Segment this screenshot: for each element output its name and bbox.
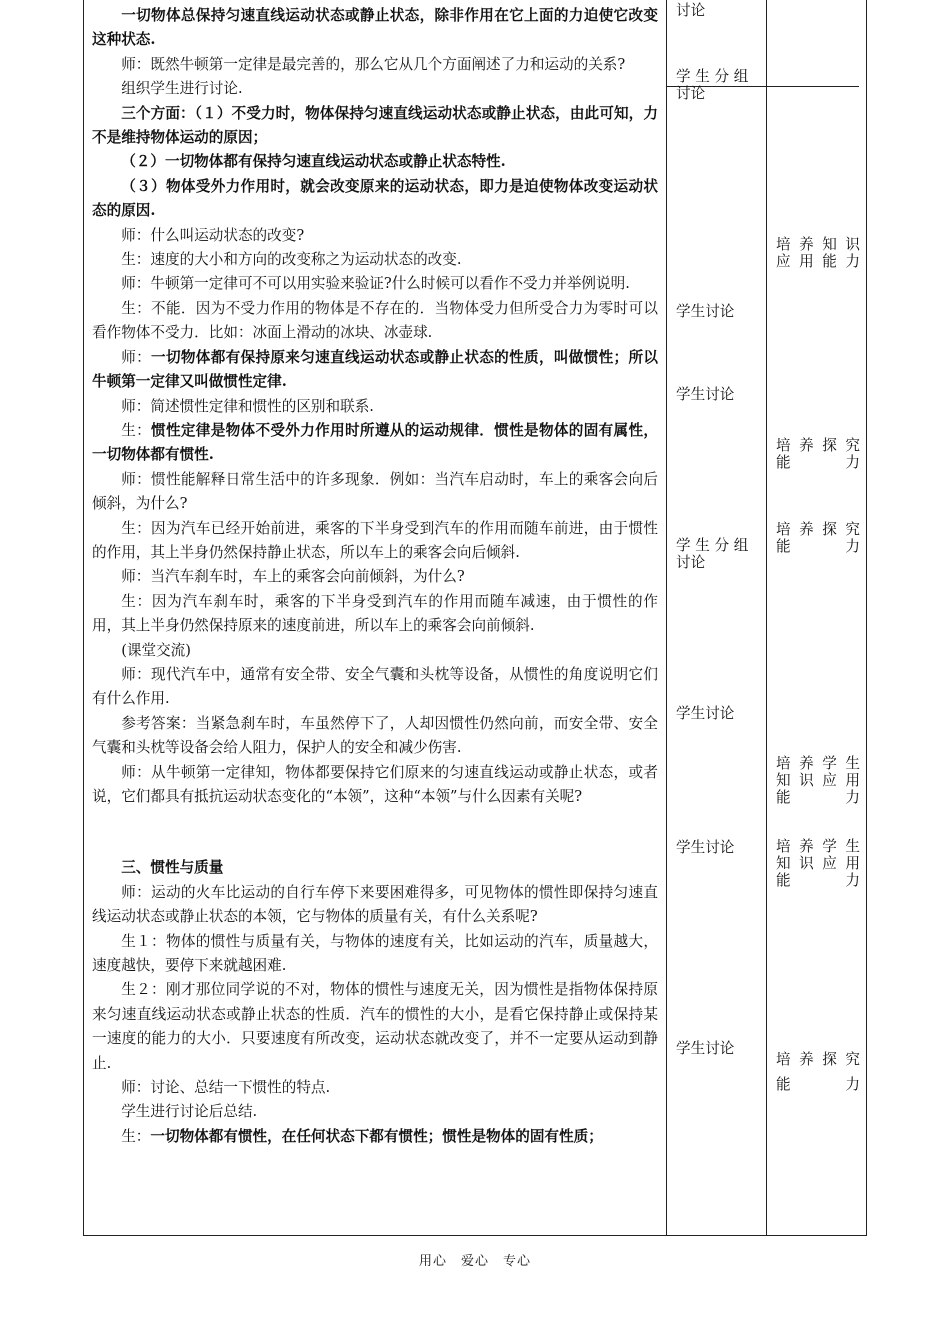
- activity-note: 学 生 分 组 讨论: [676, 68, 749, 102]
- point-three: （３）物体受外力作用时，就会改变原来的运动状态，即力是迫使物体改变运动状态的原因.: [92, 177, 658, 220]
- goal-note: 培养学生 知识应用 能力: [776, 755, 860, 806]
- teacher-question: 师：什么叫运动状态的改变?: [121, 226, 305, 244]
- student-answer: 生２：刚才那位同学说的不对，物体的惯性与速度无关，因为惯性是指物体保持原来匀速直线运动状态或静止状态的性质．汽车的惯性的大小，是看它保持静止或保持某一速度的能力的大小．只要速度有所改变，运动状态就改变了，并不一定要从运动到静止.: [92, 981, 658, 1072]
- teacher-question: 师：当汽车刹车时，车上的乘客会向前倾斜，为什么?: [121, 568, 465, 586]
- teacher-question: 师：惯性能解释日常生活中的许多现象．例如：当汽车启动时，车上的乘客会向后倾斜，为什么?: [92, 470, 658, 513]
- inertia-law-answer: 惯性定律是物体不受外力作用时所遵从的运动规律．惯性是物体的固有属性，一切物体都有惯性.: [92, 421, 658, 464]
- page-footer: 用心 爱心 专心: [418, 1254, 531, 1269]
- activity-note: 讨论: [676, 2, 706, 19]
- inertia-summary: 一切物体都有惯性，在任何状态下都有惯性；惯性是物体的固有性质；: [150, 1127, 603, 1145]
- teacher-question: 师：讨论、总结一下惯性的特点.: [121, 1079, 331, 1097]
- student-answer: [92, 1125, 658, 1149]
- section-note: (课堂交流): [121, 641, 191, 659]
- main-content-column: [92, 4, 658, 1149]
- activity-note: 学 生 分 组 讨论: [676, 537, 749, 571]
- column-divider-2: [766, 0, 767, 1236]
- instruction: 学生进行讨论后总结.: [121, 1103, 258, 1121]
- speaker: 生：: [121, 1127, 151, 1145]
- goal-note: 培养探究 能力: [776, 1051, 860, 1093]
- inertia-definition: 一切物体都有保持原来匀速直线运动状态或静止状态的性质，叫做惯性；所以牛顿第一定律又叫做惯性定律.: [92, 348, 658, 391]
- reference-answer: 参考答案：当紧急刹车时，车虽然停下了，人却因惯性仍然向前，而安全带、安全气囊和头枕等设备会给人阻力，保护人的安全和减少伤害.: [92, 714, 658, 757]
- instruction: 组织学生进行讨论.: [121, 80, 243, 98]
- teacher-question: 师：现代汽车中，通常有安全带、安全气囊和头枕等设备，从惯性的角度说明它们有什么作用.: [92, 665, 658, 708]
- column-divider-1: [666, 0, 667, 1236]
- teacher-question: 师：既然牛顿第一定律是最完善的，那么它从几个方面阐述了力和运动的关系?: [121, 55, 626, 73]
- speaker: 师：: [121, 348, 152, 366]
- activity-note: 学生讨论: [676, 386, 735, 403]
- student-answer: 生：因为汽车刹车时，乘客的下半身受到汽车的作用而随车减速，由于惯性的作用，其上半身仍然保持原来的速度前进，所以车上的乘客会向前倾斜.: [92, 592, 658, 635]
- teacher-question: 师：从牛顿第一定律知，物体都要保持它们原来的匀速直线运动或静止状态，或者说，它们都具有抵抗运动状态变化的“本领”，这种“本领”与什么因素有关呢?: [92, 763, 658, 805]
- speaker: 生：: [121, 421, 152, 439]
- student-answer: 生：因为汽车已经开始前进，乘客的下半身受到汽车的作用而随车前进，由于惯性的作用，其上半身仍然保持静止状态，所以车上的乘客会向后倾斜.: [92, 519, 658, 561]
- teacher-question: 师：简述惯性定律和惯性的区别和联系.: [121, 397, 374, 415]
- student-answer: 生：不能．因为不受力作用的物体是不存在的．当物体受力但所受合力为零时可以看作物体不受力．比如：冰面上滑动的冰块、冰壶球.: [92, 299, 658, 342]
- goal-note: 培养知识 应用能力: [776, 236, 860, 270]
- teacher-question: 师：牛顿第一定律可不可以用实验来验证?什么时候可以看作不受力并举例说明.: [121, 275, 630, 293]
- activity-note: 学生讨论: [676, 303, 735, 320]
- teacher-statement: [92, 346, 658, 395]
- activity-note: 学生讨论: [676, 705, 735, 722]
- goal-note: 培养探究 能力: [776, 437, 860, 471]
- student-answer: 生１：物体的惯性与质量有关，与物体的速度有关，比如运动的汽车，质量越大，速度越快，要停下来就越困难.: [92, 932, 658, 975]
- point-one: 三个方面：（１）不受力时，物体保持匀速直线运动状态或静止状态，由此可知，力不是维持物体运动的原因；: [92, 104, 658, 147]
- teacher-question: 师：运动的火车比运动的自行车停下来要困难得多，可见物体的惯性即保持匀速直线运动状态或静止状态的本领，它与物体的质量有关，有什么关系呢?: [92, 883, 658, 926]
- activity-note: 学生讨论: [676, 1040, 735, 1057]
- section-heading: 三、惯性与质量: [121, 859, 224, 877]
- student-answer: [92, 419, 658, 468]
- goal-note: 培养探究 能力: [776, 521, 860, 555]
- activity-note: 学生讨论: [676, 839, 735, 856]
- law-statement: 一切物体总保持匀速直线运动状态或静止状态，除非作用在它上面的力迫使它改变这种状态.: [92, 7, 658, 49]
- student-answer: 生：速度的大小和方向的改变称之为运动状态的改变.: [121, 251, 462, 269]
- point-two: （２）一切物体都有保持匀速直线运动状态或静止状态特性.: [121, 153, 506, 171]
- goal-note: 培养学生 知识应用 能力: [776, 838, 860, 889]
